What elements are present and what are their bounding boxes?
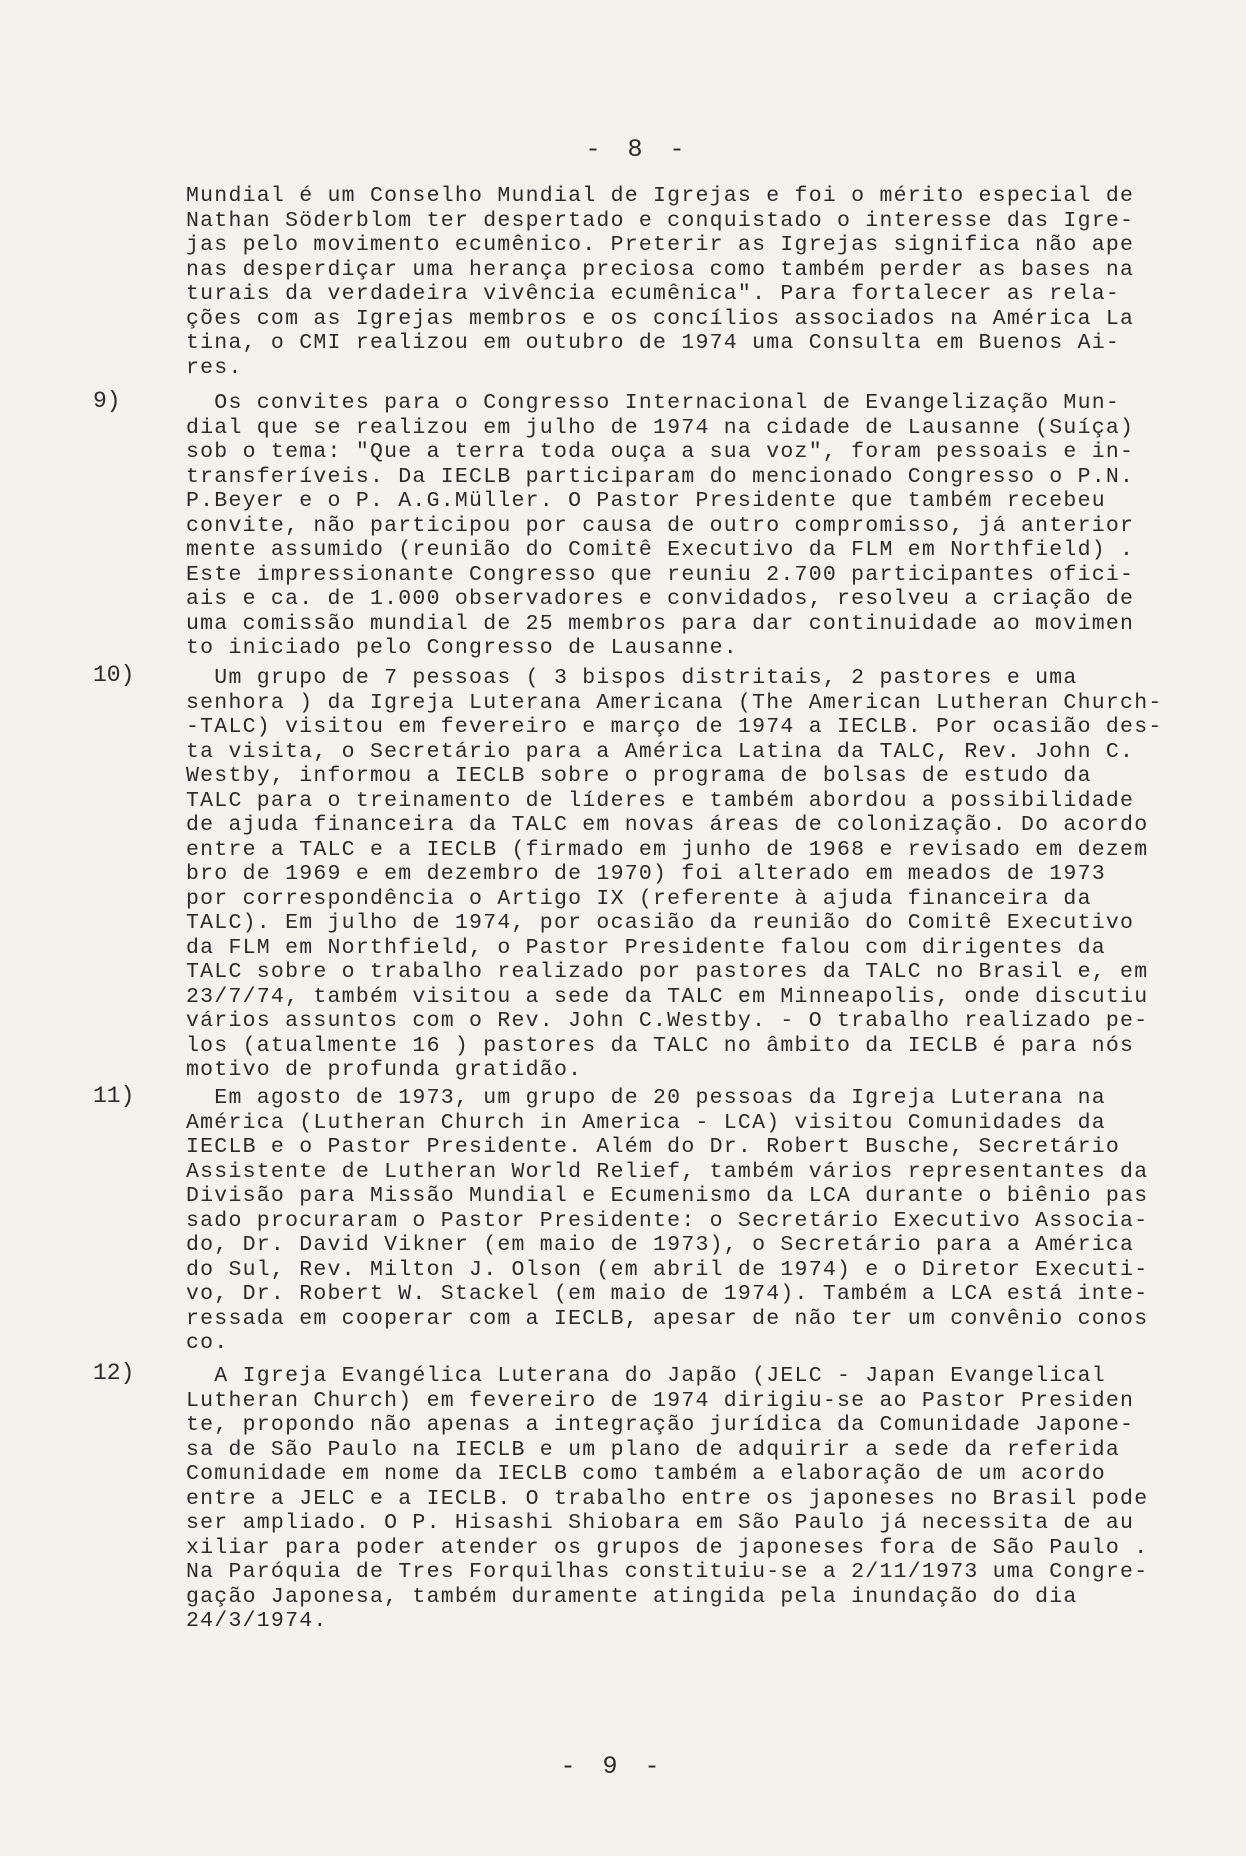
- text-line: ções com as Igrejas membros e os concílios associados na América La: [186, 306, 1135, 331]
- text-line: uma comissão mundial de 25 membros para dar continuidade ao movimen: [186, 611, 1135, 636]
- text-line: América (Lutheran Church in America - LCA) visitou Comunidades da: [186, 1110, 1106, 1135]
- text-line: vários assuntos com o Rev. John C.Westby. - O trabalho realizado pe-: [186, 1009, 1149, 1033]
- text-line: tina, o CMI realizou em outubro de 1974 uma Consulta em Buenos Ai-: [186, 331, 1121, 355]
- text-line: senhora ) da Igreja Luterana Americana (The American Lutheran Church-: [186, 690, 1163, 715]
- text-line: vo, Dr. Robert W. Stackel (em maio de 1974). Também a LCA está inte-: [186, 1282, 1149, 1306]
- text-line: P.Beyer e o P. A.G.Müller. O Pastor Presidente que também recebeu: [186, 489, 1106, 513]
- text-line: ta visita, o Secretário para a América Latina da TALC, Rev. John C.: [186, 739, 1135, 764]
- text-line: ressada em cooperar com a IECLB, apesar de não ter um convênio conos: [186, 1306, 1149, 1331]
- text-line: da FLM em Northfield, o Pastor Presidente falou com dirigentes da: [186, 935, 1106, 960]
- paragraph-12: [186, 1364, 1196, 1634]
- text-line: Em agosto de 1973, um grupo de 20 pessoas da Igreja Luterana na: [186, 1086, 1106, 1110]
- text-line: sa de São Paulo na IECLB e um plano de adquirir a sede da referida: [186, 1437, 1121, 1462]
- text-line: Nathan Söderblom ter despertado e conquistado o interesse das Igre-: [186, 208, 1135, 233]
- paragraph-number: 12): [93, 1360, 135, 1386]
- text-line: sob o tema: "Que a terra toda ouça a sua voz", foram pessoais e in-: [186, 440, 1135, 464]
- text-line: Lutheran Church) em fevereiro de 1974 dirigiu-se ao Pastor Presiden: [186, 1388, 1135, 1413]
- text-line: sado procuraram o Pastor Presidente: o Secretário Executivo Associa-: [186, 1208, 1149, 1233]
- text-line: TALC para o treinamento de líderes e também abordou a possibilidade: [186, 788, 1135, 813]
- text-line: -TALC) visitou em fevereiro e março de 1974 a IECLB. Por ocasião des-: [186, 715, 1163, 739]
- text-line: transferíveis. Da IECLB participaram do mencionado Congresso o P.N.: [186, 464, 1135, 489]
- paragraph-11: [186, 1086, 1196, 1356]
- text-line: Mundial é um Conselho Mundial de Igrejas e foi o mérito especial de: [186, 184, 1135, 208]
- text-line: por correspondência o Artigo IX (referente à ajuda financeira da: [186, 886, 1092, 911]
- paragraph-continuation: [186, 184, 1196, 380]
- page-number-bottom: - 9 -: [560, 1752, 666, 1781]
- text-line: IECLB e o Pastor Presidente. Além do Dr. Robert Busche, Secretário: [186, 1135, 1121, 1159]
- text-line: Este impressionante Congresso que reuniu 2.700 participantes ofici-: [186, 562, 1135, 587]
- text-line: dial que se realizou em julho de 1974 na cidade de Lausanne (Suíça): [186, 415, 1135, 440]
- text-line: bro de 1969 e em dezembro de 1970) foi alterado em meados de 1973: [186, 862, 1106, 886]
- text-line: gação Japonesa, também duramente atingida pela inundação do dia: [186, 1584, 1078, 1609]
- text-line: to iniciado pelo Congresso de Lausanne.: [186, 636, 738, 660]
- text-line: Divisão para Missão Mundial e Ecumenismo da LCA durante o biênio pas: [186, 1184, 1149, 1208]
- text-line: entre a JELC e a IECLB. O trabalho entre os japoneses no Brasil pode: [186, 1486, 1149, 1511]
- text-line: A Igreja Evangélica Luterana do Japão (JELC - Japan Evangelical: [186, 1364, 1106, 1388]
- text-line: Na Paróquia de Tres Forquilhas constituiu-se a 2/11/1973 uma Congre-: [186, 1560, 1149, 1584]
- text-line: Os convites para o Congresso Internacional de Evangelização Mun-: [186, 391, 1121, 415]
- text-line: los (atualmente 16 ) pastores da TALC no âmbito da IECLB é para nós: [186, 1033, 1135, 1058]
- text-line: do, Dr. David Vikner (em maio de 1973), o Secretário para a América: [186, 1233, 1135, 1257]
- text-line: de ajuda financeira da TALC em novas áreas de colonização. Do acordo: [186, 813, 1149, 837]
- page-number-top: - 8 -: [585, 135, 691, 164]
- paragraph-number: 10): [93, 662, 135, 688]
- paragraph-10: [186, 666, 1196, 1083]
- text-line: convite, não participou por causa de outro compromisso, já anterior: [186, 513, 1135, 538]
- text-line: 24/3/1974.: [186, 1609, 328, 1633]
- text-line: Comunidade em nome da IECLB como também a elaboração de um acordo: [186, 1462, 1106, 1486]
- text-line: nas desperdiçar uma herança preciosa como também perder as bases na: [186, 257, 1135, 282]
- text-line: 23/7/74, também visitou a sede da TALC em Minneapolis, onde discutiu: [186, 984, 1149, 1009]
- text-line: do Sul, Rev. Milton J. Olson (em abril de 1974) e o Diretor Executi-: [186, 1257, 1149, 1282]
- text-line: mente assumido (reunião do Comitê Executivo da FLM em Northfield) .: [186, 538, 1135, 562]
- paragraph-number: 9): [93, 388, 121, 414]
- paragraph-9: [186, 391, 1196, 661]
- text-line: motivo de profunda gratidão.: [186, 1058, 583, 1082]
- text-line: TALC). Em julho de 1974, por ocasião da reunião do Comitê Executivo: [186, 911, 1135, 935]
- text-line: entre a TALC e a IECLB (firmado em junho de 1968 e revisado em dezem: [186, 837, 1149, 862]
- text-line: TALC sobre o trabalho realizado por pastores da TALC no Brasil e, em: [186, 960, 1149, 984]
- text-line: turais da verdadeira vivência ecumênica". Para fortalecer as rela-: [186, 282, 1121, 306]
- text-line: xiliar para poder atender os grupos de japoneses fora de São Paulo .: [186, 1535, 1149, 1560]
- text-line: Westby, informou a IECLB sobre o programa de bolsas de estudo da: [186, 764, 1092, 788]
- text-line: ser ampliado. O P. Hisashi Shiobara em São Paulo já necessita de au: [186, 1511, 1135, 1535]
- text-line: te, propondo não apenas a integração jurídica da Comunidade Japone-: [186, 1413, 1135, 1437]
- paragraph-number: 11): [93, 1083, 135, 1109]
- text-line: ais e ca. de 1.000 observadores e convidados, resolveu a criação de: [186, 587, 1135, 611]
- text-line: Assistente de Lutheran World Relief, também vários representantes da: [186, 1159, 1149, 1184]
- text-line: res.: [186, 355, 243, 380]
- text-line: co.: [186, 1331, 229, 1355]
- text-line: jas pelo movimento ecumênico. Preterir as Igrejas significa não ape: [186, 233, 1135, 257]
- text-line: Um grupo de 7 pessoas ( 3 bispos distritais, 2 pastores e uma: [186, 666, 1078, 690]
